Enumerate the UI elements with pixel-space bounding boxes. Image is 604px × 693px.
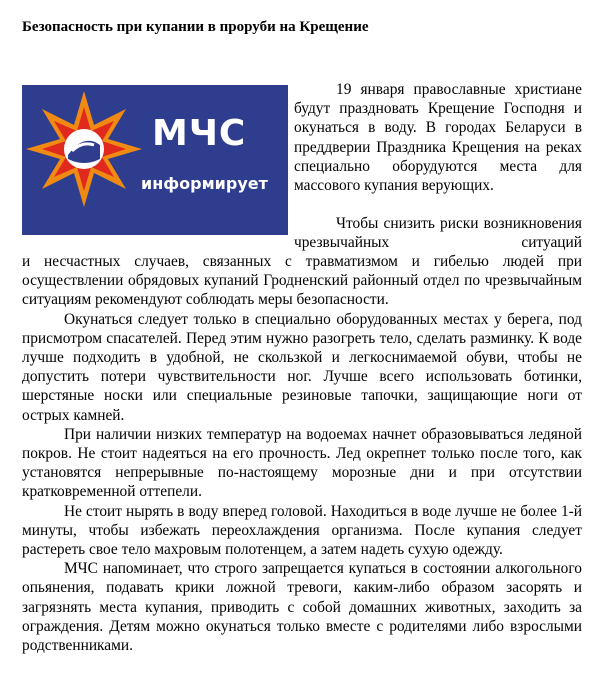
paragraph-4: При наличии низких температур на водоемах начнет образовываться ледяной покров. Не стоит надеяться на его прочность. Лед окрепнет только после того, как установятся непрерывные по-настоящему морозные дни и при отсутствии кратковременной оттепели. <box>22 425 582 501</box>
mchs-logo <box>22 85 288 235</box>
paragraph-2-rest: и несчастных случаев, связанных с травматизмом и гибелью людей при осуществлении обрядовых купаний Гродненский районный отдел по чрезвычайным ситуациям рекомендуют соблюдать меры безопасности. <box>22 253 582 309</box>
paragraph-5: Не стоит нырять в воду вперед головой. Находиться в воде лучше не более 1-й минуты, чтобы избежать переохлаждения организма. После купания следует растереть свое тело махровым полотенцем, а затем надеть сухую одежду. <box>22 502 582 559</box>
paragraph-6: МЧС напоминает, что строго запрещается купаться в состоянии алкогольного опьянения, подавать крики ложной тревоги, каким-либо образом засорять и загрязнять места купания, приводить с собой домашних животных, заходить за ограждения. Детям можно окунаться только вместе с родителями либо взрослыми родственниками. <box>22 560 582 655</box>
mchs-star-emblem-icon <box>22 85 288 235</box>
article-title: Безопасность при купании в проруби на Крещение <box>22 19 369 35</box>
logo-mchs-text: МЧС <box>152 113 247 154</box>
article-body <box>22 233 582 655</box>
paragraph-2-start-text: Чтобы снизить риски возникновения чрезвычайных ситуаций <box>294 215 582 252</box>
logo-subtitle-text: информирует <box>141 174 268 193</box>
paragraph-1 <box>294 80 582 195</box>
paragraph-1-text: 19 января православные христиане будут праздновать Крещение Господня и окунаться в воду. В городах Беларуси в преддверии Праздника Крещения на реках специально оборудуются места для массового купания верующих. <box>294 81 582 195</box>
paragraph-3: Окунаться следует только в специально оборудованных местах у берега, под присмотром спасателей. Перед этим нужно разогреть тело, сделать разминку. К воде лучше подходить в удобной, не скользкой и легкоснимаемой обуви, чтобы не допустить потери чувствительности ног. Лучше всего использовать ботинки, шерстяные носки или специальные резиновые тапочки, защищающие ноги от острых камней. <box>22 310 582 424</box>
